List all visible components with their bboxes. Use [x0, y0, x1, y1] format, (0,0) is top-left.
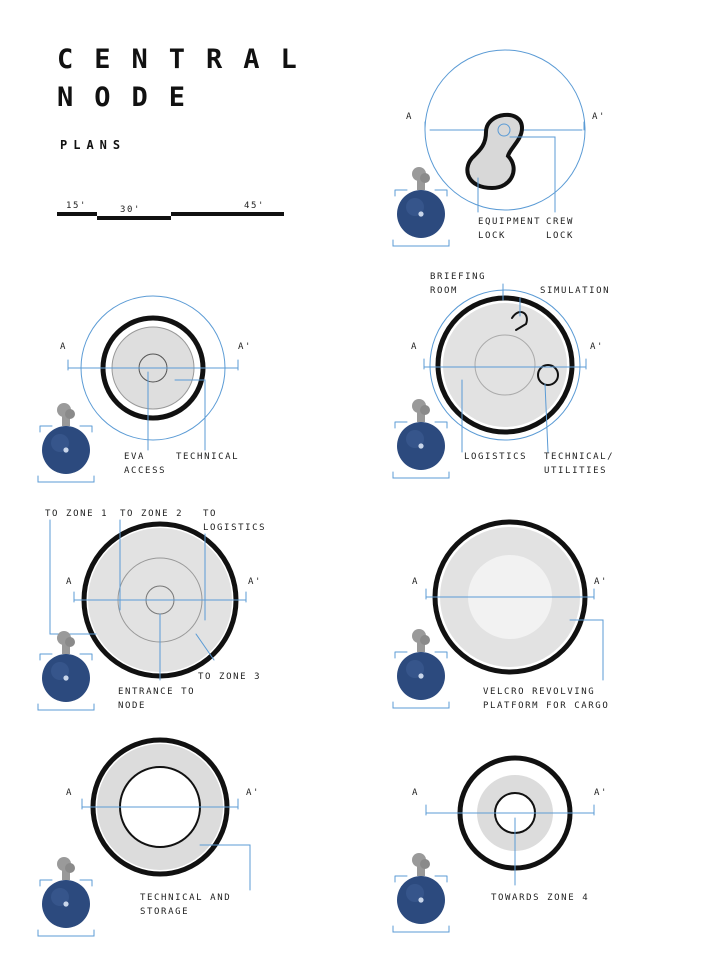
plan-eva	[68, 296, 238, 450]
label-entrance: ENTRANCE TO	[118, 687, 196, 697]
section-a: A	[406, 112, 414, 122]
section-a: A	[60, 342, 68, 352]
section-a-prime: A'	[592, 112, 607, 122]
section-a-prime: A'	[246, 788, 261, 798]
section-a: A	[66, 577, 74, 587]
label-technical-utilities-1: TECHNICAL/	[544, 452, 615, 462]
section-a: A	[412, 577, 420, 587]
label-towards-zone-4: TOWARDS ZONE 4	[491, 893, 590, 903]
label-technical-and: TECHNICAL AND	[140, 893, 232, 903]
section-a-prime: A'	[594, 577, 609, 587]
label-technical-utilities-2: UTILITIES	[544, 466, 608, 476]
label-velcro: VELCRO REVOLVING	[483, 687, 596, 697]
sphere-icon	[393, 853, 449, 932]
plan-briefing	[424, 284, 586, 452]
sphere-icon	[38, 857, 94, 936]
section-a: A	[66, 788, 74, 798]
scale-label-15: 15'	[66, 201, 88, 211]
label-lock-1: LOCK	[478, 231, 507, 241]
sphere-icon	[393, 629, 449, 708]
section-a-prime: A'	[594, 788, 609, 798]
label-equipment: EQUIPMENT	[478, 217, 542, 227]
label-simulation: SIMULATION	[540, 286, 611, 296]
label-access: ACCESS	[124, 466, 167, 476]
label-room: ROOM	[430, 286, 459, 296]
plan-airlock	[425, 50, 585, 212]
label-lock-2: LOCK	[546, 231, 575, 241]
plan-zone4	[426, 758, 594, 885]
sphere-icon	[393, 399, 449, 478]
scale-label-45: 45'	[244, 201, 266, 211]
section-a: A	[411, 342, 419, 352]
plan-storage	[82, 740, 250, 890]
label-to-zone-3: TO ZONE 3	[198, 672, 262, 682]
plan-velcro	[426, 522, 603, 680]
label-technical: TECHNICAL	[176, 452, 240, 462]
section-a-prime: A'	[248, 577, 263, 587]
sphere-icon	[38, 631, 94, 710]
label-eva: EVA	[124, 452, 146, 462]
sphere-icon	[38, 403, 94, 482]
label-storage: STORAGE	[140, 907, 190, 917]
scale-label-30: 30'	[120, 205, 142, 215]
section-a: A	[412, 788, 420, 798]
label-briefing: BRIEFING	[430, 272, 487, 282]
section-a-prime: A'	[238, 342, 253, 352]
subtitle: PLANS	[60, 138, 127, 152]
label-to: TO	[203, 509, 218, 519]
title-line-1: CENTRAL	[57, 44, 318, 75]
title-line-2: NODE	[57, 82, 207, 113]
label-crew: CREW	[546, 217, 575, 227]
sphere-icon	[393, 167, 449, 246]
label-platform: PLATFORM FOR CARGO	[483, 701, 610, 711]
label-to-zone-1: TO ZONE 1	[45, 509, 109, 519]
label-to-zone-2: TO ZONE 2	[120, 509, 184, 519]
plan-zones	[50, 520, 246, 680]
section-a-prime: A'	[590, 342, 605, 352]
label-logistics: LOGISTICS	[464, 452, 528, 462]
label-node: NODE	[118, 701, 147, 711]
label-logistics: LOGISTICS	[203, 523, 267, 533]
